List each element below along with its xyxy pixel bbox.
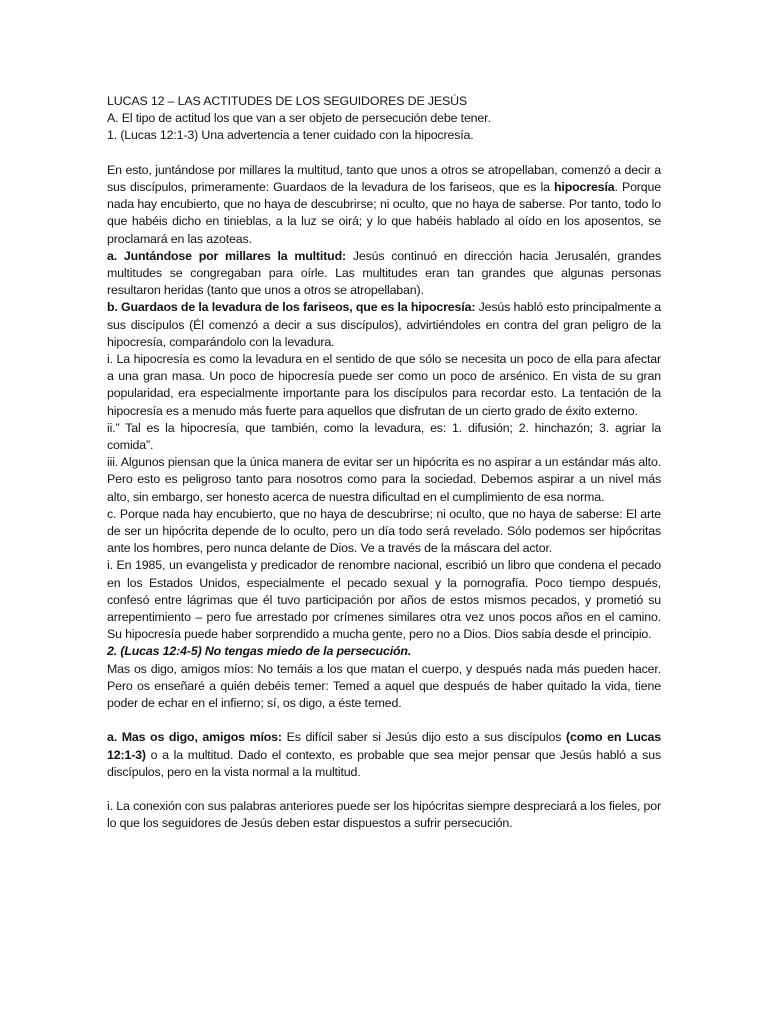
passage-1-text-a: En esto, juntándose por millares la multitud, tanto que unos a otros se atropellaban, comenzó a decir a sus discípulos, primeramente: Guardaos de la levadura de los fariseos, que es la bbox=[107, 162, 661, 194]
point-a-2-heading: a. Mas os digo, amigos míos: bbox=[107, 730, 282, 745]
point-b-ii: ii.” Tal es la hipocresía, que también, como la levadura, es: 1. difusión; 2. hinchazón; 3. agriar la comida”. bbox=[107, 420, 661, 453]
point-a-2-i: i. La conexión con sus palabras anteriores puede ser los hipócritas siempre despreciará a los fieles, por lo que los seguidores de Jesús deben estar dispuestos a sufrir persecución. bbox=[107, 799, 661, 831]
point-b-i: i. La hipocresía es como la levadura en el sentido de que sólo se necesita un poco de ella para afectar a una gran masa. Un poco de hipocresía puede ser como un poco de arsénico. En vista de su gran popularidad, era especialmente importante para los discípulos para recordar esto. La tentación de la hipocresía es a menudo más fuerte para aquellos que disfrutan de un cierto grado de éxito externo. bbox=[107, 352, 661, 418]
point-a-heading: a. Juntándose por millares la multitud: bbox=[107, 248, 346, 263]
point-c: c. Porque nada hay encubierto, que no haya de descubrirse; ni oculto, que no haya de saberse: El arte de ser un hipócrita depende de lo oculto, pero un día todo será revelado. Sólo podemos ser hipócritas ante los hombres, pero nunca delante de Dios. Ve a través de la máscara del actor. bbox=[107, 506, 661, 556]
blank-line bbox=[107, 781, 661, 798]
point-a-2-reference: (como en Lucas 12:1-3) bbox=[107, 730, 661, 762]
scripture-passage-1 bbox=[107, 162, 661, 248]
blank-line bbox=[107, 712, 661, 729]
blank-line bbox=[107, 145, 661, 162]
section-2-heading: 2. (Lucas 12:4-5) No tengas miedo de la persecución. bbox=[107, 644, 412, 659]
point-b-heading: b. Guardaos de la levadura de los fariseos, que es la hipocresía: bbox=[107, 300, 476, 315]
scripture-passage-2: Mas os digo, amigos míos: No temáis a los que matan el cuerpo, y después nada más pueden hacer. Pero os enseñaré a quién debéis temer: Temed a aquel que después de haber quitado la vida, tiene poder de echar en el infierno; sí, os digo, a éste temed. bbox=[107, 661, 661, 711]
point-b-text: Jesús habló esto principalmente a sus discípulos (Él comenzó a decir a sus discípulos), advirtiéndoles en contra del gran peligro de la hipocresía, comparándolo con la levadura. bbox=[107, 300, 662, 349]
document-page bbox=[107, 93, 661, 833]
point-a-2 bbox=[107, 729, 661, 781]
point-a-2-text-2: o a la multitud. Dado el contexto, es probable que sea mejor pensar que Jesús habló a sus discípulos, pero en la vista normal a la multitud. bbox=[107, 747, 661, 779]
point-a bbox=[107, 248, 661, 300]
point-a-text: Jesús continuó en dirección hacia Jerusalén, grandes multitudes se congregaban para oírle. Las multitudes eran tan grandes que algunas personas resultaron heridas (tanto que unos a otros se atropellaban). bbox=[107, 248, 661, 298]
section-1-intro: 1. (Lucas 12:1-3) Una advertencia a tener cuidado con la hipocresía. bbox=[107, 128, 474, 143]
point-c-i: i. En 1985, un evangelista y predicador de renombre nacional, escribió un libro que condena el pecado en los Estados Unidos, especialmente el pecado sexual y la pornografía. Poco tiempo después, confesó entre lágrimas que él tuvo participación por años de estos mismos pecados, y prometió su arrepentimiento – pero fue arrestado por crímenes similares otra vez unos pocos años en el camino. Su hipocresía puede haber sorprendido a mucha gente, pero no a Dios. Dios sabía desde el principio. bbox=[107, 558, 661, 642]
point-a-2-text-1: Es difícil saber si Jesús dijo esto a sus discípulos bbox=[281, 730, 566, 745]
point-b bbox=[107, 299, 661, 351]
section-a-intro: A. El tipo de actitud los que van a ser objeto de persecución debe tener. bbox=[107, 111, 491, 126]
passage-1-bold-word: hipocresía bbox=[554, 180, 615, 194]
point-b-iii: iii. Algunos piensan que la única manera de evitar ser un hipócrita es no aspirar a un estándar más alto. Pero esto es peligroso tanto para nosotros como para la sociedad. Debemos aspirar a un nivel más alto, sin embargo, ser honesto acerca de nuestra dificultad en el cumplimiento de esa norma. bbox=[107, 455, 661, 504]
passage-1-text-b: . Porque nada hay encubierto, que no haya de descubrirse; ni oculto, que no haya de saberse. Por tanto, todo lo que habéis dicho en tinieblas, a la luz se oirá; y lo que habéis hablado al oído en los aposentos, se proclamará en las azoteas. bbox=[107, 180, 662, 246]
document-title: LUCAS 12 – LAS ACTITUDES DE LOS SEGUIDORES DE JESÚS bbox=[107, 94, 468, 108]
